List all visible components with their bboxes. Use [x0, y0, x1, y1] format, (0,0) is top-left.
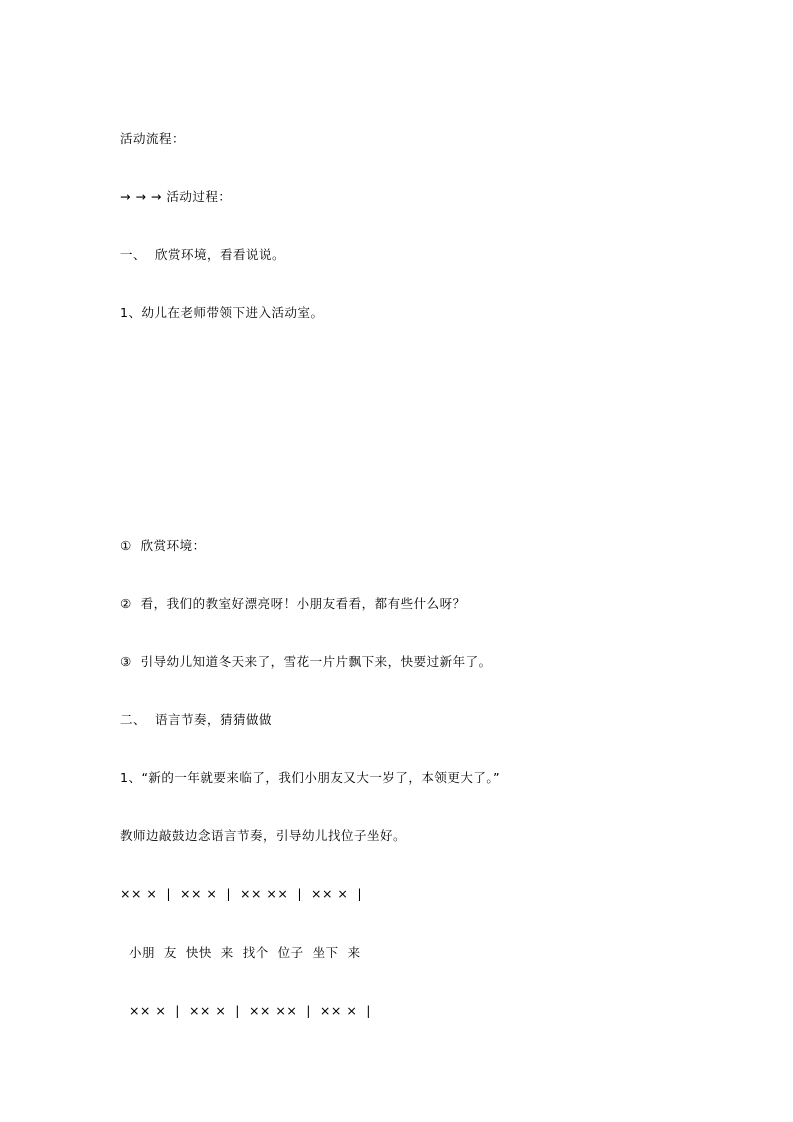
part-one-heading: 一、 欣赏环境，看看说说。	[120, 247, 285, 262]
part-two-step-one: 1、“新的一年就要来临了，我们小朋友又大一岁了，本领更大了。”	[120, 770, 501, 785]
step-one-text: 1、幼儿在老师带领下进入活动室。	[120, 305, 324, 320]
item-circled-one: ① 欣赏环境：	[120, 538, 206, 553]
activity-process-heading: → → → 活动过程：	[120, 189, 232, 204]
part-two-heading: 二、 语言节奏，猜猜做做	[120, 712, 272, 727]
rhythm-lyrics-line: 小朋 友 快快 来 找个 位子 坐下 来	[120, 945, 361, 960]
item-circled-three: ③ 引导幼儿知道冬天来了，雪花一片片飘下来，快要过新年了。	[120, 654, 492, 669]
rhythm-notation-line-2: ×× × | ×× × | ×× ×× | ×× × |	[120, 1003, 371, 1018]
section-heading-activity-flow: 活动流程：	[120, 131, 186, 146]
item-circled-two: ② 看，我们的教室好漂亮呀！小朋友看看，都有些什么呀？	[120, 596, 466, 611]
teacher-instruction-text: 教师边敲鼓边念语言节奏，引导幼儿找位子坐好。	[120, 828, 407, 843]
rhythm-notation-line-1: ×× × | ×× × | ×× ×× | ×× × |	[120, 886, 363, 901]
